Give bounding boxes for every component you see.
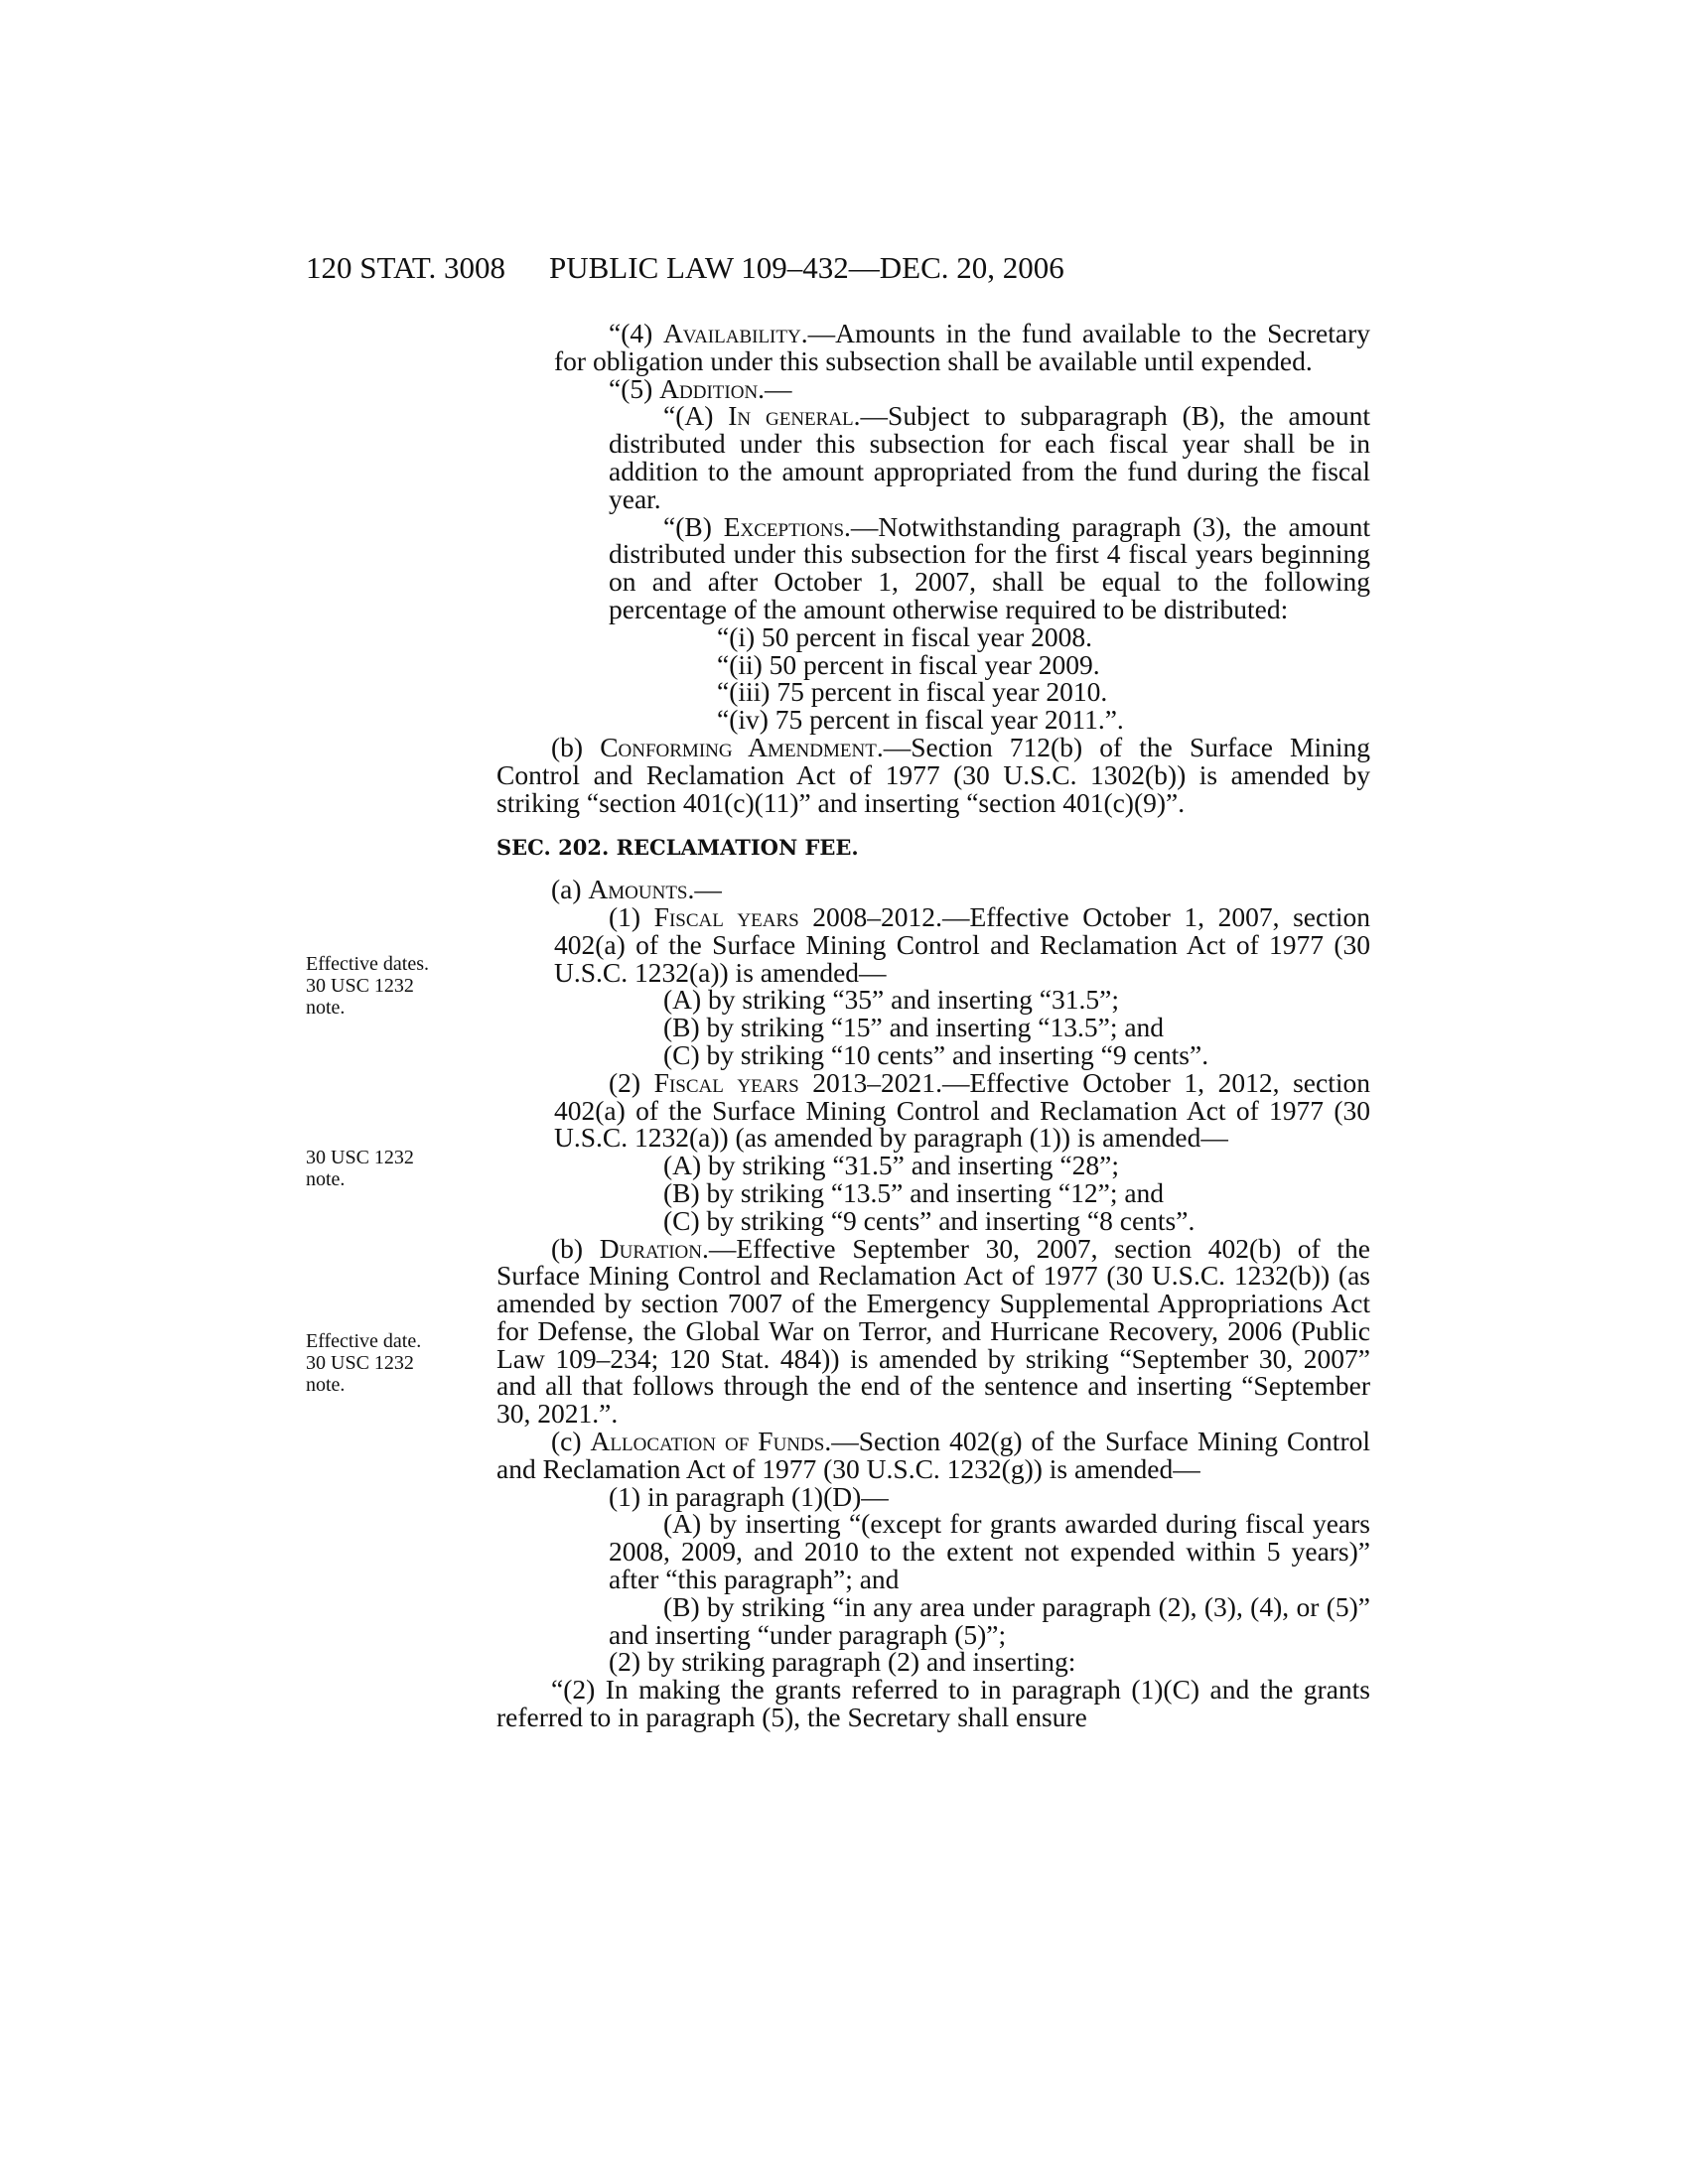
paragraph-text: .—Section 402(g) of the Surface Mining Control and Reclamation Act of 1977 (30 U.S.C. 1232(g)) is amended—	[496, 1426, 1370, 1484]
margin-note-line: note.	[306, 1168, 346, 1190]
clause-i: “(i) 50 percent in fiscal year 2008.	[717, 620, 1092, 652]
quoted-paragraph-2: “(2) In making the grants referred to in paragraph (1)(C) and the grants referred to in paragraph (5), the Secretary shall ensure	[496, 1674, 1370, 1733]
paragraph-a2	[496, 1066, 1370, 1154]
subparagraph-c1a: (A) by inserting “(except for grants awarded during fiscal years 2008, 2009, and 2010 to the extent not expended within 5 years)” after “this paragraph”; and	[609, 1508, 1370, 1595]
paragraph-text: .—Effective October 1, 2012, section 402(a) of the Surface Mining Control and Reclamation Act of 1977 (30 U.S.C. 1232(a)) (as amended by paragraph (1)) is amended—	[554, 1066, 1370, 1154]
clause-iv: “(iv) 75 percent in fiscal year 2011.”.	[717, 704, 1124, 736]
subparagraph-5a	[496, 402, 1370, 512]
margin-note-line: 30 USC 1232	[306, 1147, 414, 1168]
paragraph-text: .—Section 712(b) of the Surface Mining Control and Reclamation Act of 1977 (30 U.S.C. 1302(b)) is amended by striking “section 401(c)(11)” and inserting “section 401(c)(9)”.	[496, 731, 1371, 818]
clause-ii: “(ii) 50 percent in fiscal year 2009.	[717, 648, 1100, 680]
body-text	[496, 320, 1370, 1731]
list-item: (A) by striking “35” and inserting “31.5”;	[663, 984, 1119, 1016]
paragraph-caption: Duration	[599, 1232, 702, 1264]
paragraph-number: (c)	[551, 1426, 591, 1457]
list-item: (A) by striking “31.5” and inserting “28”;	[663, 1150, 1119, 1181]
paragraph-number: “(4)	[609, 318, 663, 348]
subparagraph-5b	[496, 510, 1370, 624]
paragraph-a1	[496, 900, 1370, 988]
paragraph-text: .—	[758, 372, 792, 404]
paragraph-number: (1)	[609, 900, 654, 932]
paragraph-text: .—	[687, 874, 722, 905]
margin-note-line: Effective dates.	[306, 953, 430, 975]
paragraph-text: .—Effective September 30, 2007, section 402(b) of the Surface Mining Control and Reclamation Act of 1977 (30 U.S.C. 1232(b)) (as amended by section 7007 of the Emergency Supplemental Appropriations Act for Defense, the Global War on Terror, and Hurricane Recovery, 2006 (Public Law 109–234; 120 Stat. 484)) is amended by striking “September 30, 2007” and all that follows through the end of the sentence and inserting “September 30, 2021.”.	[496, 1232, 1370, 1430]
margin-note-line: note.	[306, 1374, 346, 1396]
paragraph-text: .—Effective October 1, 2007, section 402(a) of the Surface Mining Control and Reclamation Act of 1977 (30 U.S.C. 1232(a)) is amended—	[554, 900, 1370, 988]
subsection-b-duration	[496, 1232, 1370, 1430]
list-item: (C) by striking “9 cents” and inserting “8 cents”.	[663, 1204, 1196, 1236]
subsection-b-conforming	[496, 731, 1371, 818]
paragraph-number: (2)	[609, 1066, 654, 1098]
paragraph-5	[496, 372, 1370, 404]
list-item: (B) by striking “13.5” and inserting “12”; and	[663, 1176, 1165, 1208]
paragraph-caption: Allocation of Funds	[590, 1426, 825, 1457]
margin-note-line: Effective date.	[306, 1330, 422, 1352]
list-item: (C) by striking “10 cents” and inserting “9 cents”.	[663, 1038, 1209, 1070]
subparagraph-c1b: (B) by striking “in any area under paragraph (2), (3), (4), or (5)” and inserting “under paragraph (5)”;	[609, 1590, 1370, 1650]
section-heading: SEC. 202. RECLAMATION FEE.	[496, 835, 859, 861]
paragraph-caption: Amounts	[588, 874, 688, 905]
paragraph-caption: In general	[728, 400, 854, 432]
paragraph-number: (a)	[551, 874, 589, 905]
subsection-c-allocation	[496, 1428, 1370, 1483]
margin-note-effective-date	[306, 1330, 485, 1396]
page-header	[306, 250, 1378, 290]
paragraph-caption: Fiscal years 2008–2012	[653, 900, 936, 932]
margin-note-effective-dates	[306, 953, 485, 1019]
margin-note-line: note.	[306, 997, 346, 1019]
statute-reference: 120 STAT. 3008	[306, 250, 506, 285]
paragraph-number: (b)	[551, 1232, 600, 1264]
paragraph-caption: Conforming Amendment	[600, 731, 877, 762]
subsection-a-amounts	[496, 876, 1370, 903]
paragraph-text: .—Subject to subparagraph (B), the amount distributed under this subsection for each fiscal year shall be in addition to the amount appropriated from the fund during the fiscal year.	[609, 400, 1370, 514]
margin-note-line: 30 USC 1232	[306, 975, 414, 997]
paragraph-number: “(A)	[663, 400, 729, 432]
paragraph-4	[496, 320, 1370, 375]
paragraph-c2: (2) by striking paragraph (2) and inserting:	[609, 1646, 1076, 1678]
paragraph-caption: Exceptions	[723, 510, 845, 542]
paragraph-c1: (1) in paragraph (1)(D)—	[609, 1480, 889, 1512]
paragraph-caption: Availability	[662, 318, 801, 348]
paragraph-number: “(B)	[663, 510, 724, 542]
paragraph-number: (b)	[551, 731, 601, 762]
paragraph-text: .—Notwithstanding paragraph (3), the amount distributed under this subsection for the first 4 fiscal years beginning on and after October 1, 2007, shall be equal to the following percentage of the amount otherwise required to be distributed:	[609, 510, 1370, 624]
margin-note-usc	[306, 1147, 485, 1190]
margin-note-line: 30 USC 1232	[306, 1352, 414, 1374]
paragraph-caption: Addition	[659, 372, 759, 404]
paragraph-caption: Fiscal years 2013–2021	[653, 1066, 936, 1098]
paragraph-text: .—Amounts in the fund available to the Secretary for obligation under this subsection shall be available until expended.	[554, 318, 1370, 376]
list-item: (B) by striking “15” and inserting “13.5”; and	[663, 1012, 1165, 1043]
paragraph-number: “(5)	[609, 372, 660, 404]
clause-iii: “(iii) 75 percent in fiscal year 2010.	[717, 676, 1108, 708]
public-law-reference: PUBLIC LAW 109–432—DEC. 20, 2006	[549, 250, 1064, 285]
